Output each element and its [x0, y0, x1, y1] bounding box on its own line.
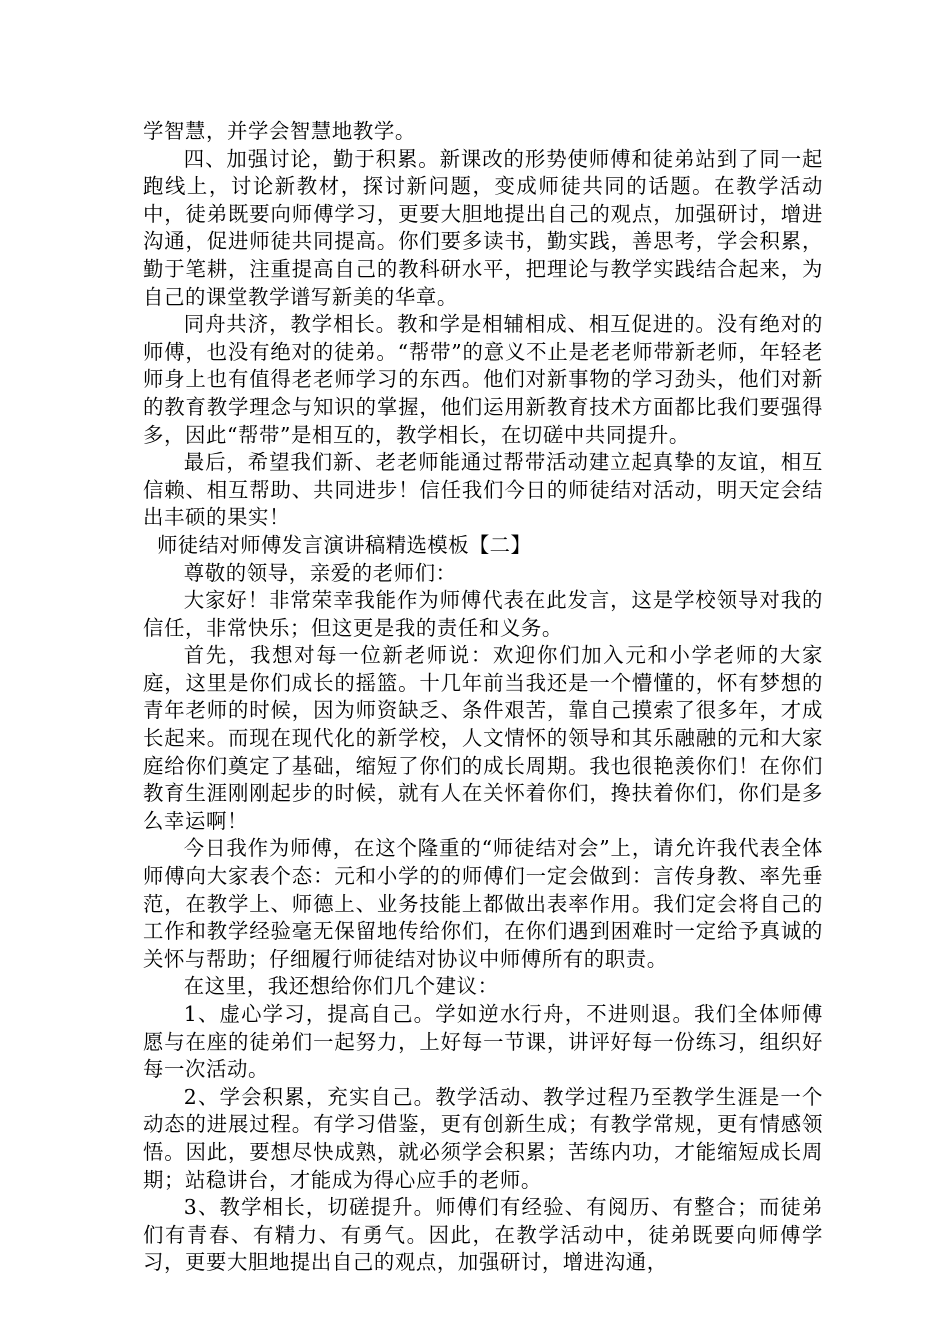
- document-body: [143, 118, 823, 1277]
- paragraph-greeting: 大家好！非常荣幸我能作为师傅代表在此发言，这是学校领导对我的信任，非常快乐；但这更是我的责任和义务。: [143, 588, 823, 640]
- paragraph-suggestion-one: 1、虚心学习，提高自己。学如逆水行舟，不进则退。我们全体师傅愿与在座的徒弟们一起努力，上好每一节课，讲评好每一份练习，组织好每一次活动。: [143, 1002, 823, 1082]
- paragraph-suggestion-two: 2、学会积累，充实自己。教学活动、教学过程乃至教学生涯是一个动态的进展过程。有学习借鉴，更有创新生成；有教学常规，更有情感领悟。因此，要想尽快成熟，就必须学会积累；苦练内功，才能缩短成长周期；站稳讲台，才能成为得心应手的老师。: [143, 1084, 823, 1192]
- paragraph-pledge: 今日我作为师傅，在这个隆重的“师徒结对会”上，请允许我代表全体师傅向大家表个态：元和小学的的师傅们一定会做到：言传身教、率先垂范，在教学上、师德上、业务技能上都做出表率作用。我们定会将自己的工作和教学经验毫无保留地传给你们，在你们遇到困难时一定给予真诚的关怀与帮助；仔细履行师徒结对协议中师傅所有的职责。: [143, 836, 823, 971]
- paragraph-point-four: 四、加强讨论，勤于积累。新课改的形势使师傅和徒弟站到了同一起跑线上，讨论新教材，探讨新问题，变成师徒共同的话题。在教学活动中，徒弟既要向师傅学习，更要大胆地提出自己的观点，加强研讨，增进沟通，促进师徒共同提高。你们要多读书，勤实践，善思考，学会积累，勤于笔耕，注重提高自己的教科研水平，把理论与教学实践结合起来，为自己的课堂教学谱写新美的华章。: [143, 146, 823, 309]
- paragraph-continuation: 学智慧，并学会智慧地教学。: [143, 119, 416, 143]
- paragraph-suggestions-intro: 在这里，我还想给你们几个建议：: [183, 974, 499, 999]
- paragraph-suggestion-three: 3、教学相长，切磋提升。师傅们有经验、有阅历、有整合；而徒弟们有青春、有精力、有勇气。因此，在教学活动中，徒弟既要向师傅学习，更要大胆地提出自己的观点，加强研讨，增进沟通，: [143, 1195, 823, 1275]
- paragraph-closing: 最后，希望我们新、老老师能通过帮带活动建立起真挚的友谊，相互信赖、相互帮助、共同进步！信任我们今日的师徒结对活动，明天定会结出丰硕的果实！: [143, 450, 823, 530]
- paragraph-mutual-growth: 同舟共济，教学相长。教和学是相辅相成、相互促进的。没有绝对的师傅，也没有绝对的徒弟。“帮带”的意义不止是老老师带新老师，年轻老师身上也有值得老老师学习的东西。他们对新事物的学习劲头，他们对新的教育教学理念与知识的掌握，他们运用新教育技术方面都比我们要强得多，因此“帮带”是相互的，教学相长，在切磋中共同提升。: [143, 312, 823, 447]
- section-title: 师徒结对师傅发言演讲稿精选模板【二】: [157, 532, 532, 557]
- paragraph-salutation: 尊敬的领导，亲爱的老师们：: [183, 560, 457, 585]
- paragraph-welcome: 首先，我想对每一位新老师说：欢迎你们加入元和小学老师的大家庭，这里是你们成长的摇篮。十几年前当我还是一个懵懂的，怀有梦想的青年老师的时候，因为师资缺乏、条件艰苦，靠自己摸索了很多年，才成长起来。而现在现代化的新学校，人文情怀的领导和其乐融融的元和大家庭给你们奠定了基础，缩短了你们的成长周期。我也很艳羡你们！在你们教育生涯刚刚起步的时候，就有人在关怀着你们，搀扶着你们，你们是多么幸运啊！: [143, 643, 823, 833]
